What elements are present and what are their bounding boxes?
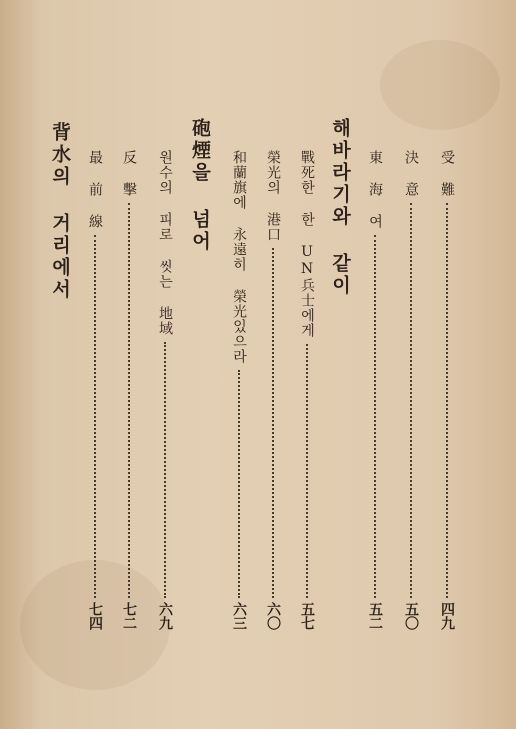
dot-leader <box>164 342 166 598</box>
toc-entry-page: 五七 <box>299 602 315 630</box>
toc-entry-page: 七二 <box>121 602 137 630</box>
dot-leader <box>128 203 130 598</box>
toc-entry <box>368 150 382 630</box>
section-title <box>330 118 349 297</box>
toc-entry-page: 六九 <box>157 602 173 630</box>
dot-leader <box>238 370 240 598</box>
toc-entry <box>404 150 418 630</box>
toc-entry-page: 六三 <box>231 602 247 630</box>
dot-leader <box>374 235 376 598</box>
toc-entry <box>300 150 314 630</box>
toc-entry <box>232 150 246 630</box>
dot-leader <box>94 235 96 598</box>
dot-leader <box>410 203 412 598</box>
paper-stain <box>380 40 500 130</box>
section-title <box>50 122 69 301</box>
section-title-text: 砲煙을 넘어 <box>189 118 211 253</box>
toc-entry-page: 五二 <box>367 602 383 630</box>
toc-entry-label: 和蘭旗에 永遠히 榮光있으라 <box>231 150 247 364</box>
toc-entry <box>158 150 172 630</box>
toc-entry-label: 反 擊 <box>121 150 137 197</box>
dot-leader <box>272 248 274 598</box>
section-title-text: 해바라기와 같이 <box>329 118 351 297</box>
toc-entry <box>440 150 454 630</box>
toc-entry-label: 戰死한 한 UN兵士에게 <box>299 150 315 338</box>
toc-entry-page: 六〇 <box>265 602 281 630</box>
dot-leader <box>306 344 308 598</box>
toc-entry-label: 最 前 線 <box>87 150 103 229</box>
toc-entry-label: 決 意 <box>403 150 419 197</box>
toc-entry-label: 원수의 피로 씻는 地域 <box>157 150 173 336</box>
section-title-text: 背水의 거리에서 <box>49 122 71 301</box>
toc-entry <box>88 150 102 630</box>
toc-entry-label: 受 難 <box>439 150 455 197</box>
dot-leader <box>446 203 448 598</box>
toc-entry <box>122 150 136 630</box>
toc-entry <box>266 150 280 630</box>
toc-entry-label: 東 海 여 <box>367 150 383 229</box>
toc-entry-page: 七四 <box>87 602 103 630</box>
toc-entry-page: 五〇 <box>403 602 419 630</box>
section-title <box>190 118 209 253</box>
toc-entry-label: 榮光의 港口 <box>265 150 281 242</box>
toc-entry-page: 四九 <box>439 602 455 630</box>
